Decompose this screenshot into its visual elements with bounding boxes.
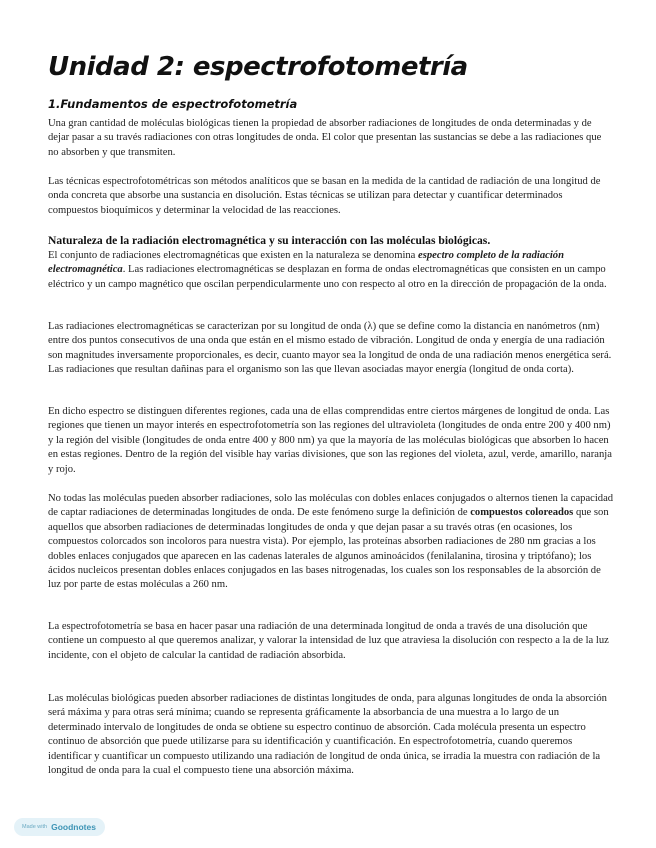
badge-brand: Goodnotes <box>51 822 96 832</box>
paragraph-spectrum <box>48 249 614 292</box>
paragraph-absorption: Las moléculas biológicas pueden absorber radiaciones de distintas longitudes de onda, para algunas longitudes de onda la absorción será máxima y para otras será mínima; cuando se representa gráficamente la absorbancia de una muestra a lo largo de un determinado intervalo de longitudes de onda se obtiene su espectro continuo de absorción. Cada molécula presenta un espectro continuo de absorción que puede utilizarse para su identificación y cuantificación. En espectrofotometría, cuando queremos identificar y cuantificar un compuesto utilizando una radiación de longitud de onda única, se irradia la muestra con radiación de la longitud de onda para la cual el compuesto tiene una absorción máxima. <box>48 693 607 777</box>
section-heading-radiation: Naturaleza de la radiación electromagnética y su interacción con las moléculas biológicas. <box>48 234 491 247</box>
badge-made-with: Made with <box>22 824 48 830</box>
paragraph-spectrum-text-2: . Las radiaciones electromagnéticas se desplazan en forma de ondas electromagnéticas que consisten en un campo eléctrico y un campo magnético que oscilan perpendicularmente uno con respecto al otro en la dirección de propagación de la onda. <box>48 264 607 290</box>
page-title: Unidad 2: espectrofotometría <box>48 52 468 82</box>
paragraph-wavelength: Las radiaciones electromagnéticas se caracterizan por su longitud de onda (λ) que se define como la distancia en nanómetros (nm) entre dos puntos consecutivos de una onda que están en el mismo estado de vibración. Longitud de onda y energía de una radiación son magnitudes inversamente proporcionales, es decir, cuanto mayor sea la longitud de onda de una radiación menos energética será. Las radiaciones que resultan dañinas para el organismo son las que llevan asociadas mayor energía (longitud de onda corta). <box>48 321 612 376</box>
section-subtitle: 1.Fundamentos de espectrofotometría <box>48 97 298 111</box>
paragraph-colored-text-1: No todas las moléculas pueden absorber radiaciones, solo las moléculas con dobles enlaces conjugados o alternos tienen la capacidad de captar radiaciones de determinadas longitudes de onda. De este fenómeno surge la definición de <box>48 493 614 519</box>
paragraph-spectrophotometry: La espectrofotometría se basa en hacer pasar una radiación de una determinada longitud de onda a través de una disolución que contiene un compuesto al que queremos analizar, y valorar la intensidad de luz que atraviesa la disolución con respecto a la de la luz incidente, con el objeto de calcular la cantidad de radiación absorbida. <box>48 621 609 661</box>
paragraph-intro: Una gran cantidad de moléculas biológicas tienen la propiedad de absorber radiaciones de longitudes de onda determinadas y de dejar pasar a su través radiaciones con otras longitudes de onda. El color que presentan las sustancias se debe a las radiaciones que no absorben y que transmiten. <box>48 118 602 158</box>
term-colored-compounds: compuestos coloreados <box>470 507 574 519</box>
term-spectrum: espectro completo de la radiación electromagnética <box>48 250 564 276</box>
goodnotes-badge[interactable] <box>14 818 105 836</box>
paragraph-spectrum-text-1: El conjunto de radiaciones electromagnéticas que existen en la naturaleza se denomina <box>48 250 419 261</box>
paragraph-techniques: Las técnicas espectrofotométricas son métodos analíticos que se basan en la medida de la cantidad de radiación de una longitud de onda concreta que absorbe una sustancia en disolución. Estas técnicas se utilizan para detectar y cuantificar determinados compuestos bioquímicos y determinar la velocidad de las reacciones. <box>48 176 601 216</box>
paragraph-regions: En dicho espectro se distinguen diferentes regiones, cada una de ellas comprendidas entre ciertos márgenes de longitud de onda. Las regiones que tienen un mayor interés en espectrofotometría son las regiones del ultravioleta (longitudes de onda entre 200 y 400 nm) y la región del visible (longitudes de onda entre 400 y 800 nm) ya que la mayoría de las moléculas biológicas que absorben lo hacen en estas regiones. Dentro de la región del visible hay varias divisiones, que son las regiones del violeta, azul, verde, amarillo, naranja y rojo. <box>48 406 612 475</box>
paragraph-colored-compounds <box>48 492 614 593</box>
paragraph-colored-text-2: que son aquellos que absorben radiaciones de determinadas longitudes de onda y que dejan pasar a su través otras (en ocasiones, los compuestos colorcados son incoloros para nuestra vista). Por ejemplo, las proteínas absorben radiaciones de 280 nm gracias a los dobles enlaces conjugados que aparecen en las cadenas laterales de algunos aminoácidos (fenilalanina, tirosina y triptófano); los ácidos nucleicos presentan dobles enlaces conjugados en las bases nitrogenadas, los cuales son los responsables de la absorción de luz por parte de estas moléculas a 260 nm. <box>48 507 609 591</box>
